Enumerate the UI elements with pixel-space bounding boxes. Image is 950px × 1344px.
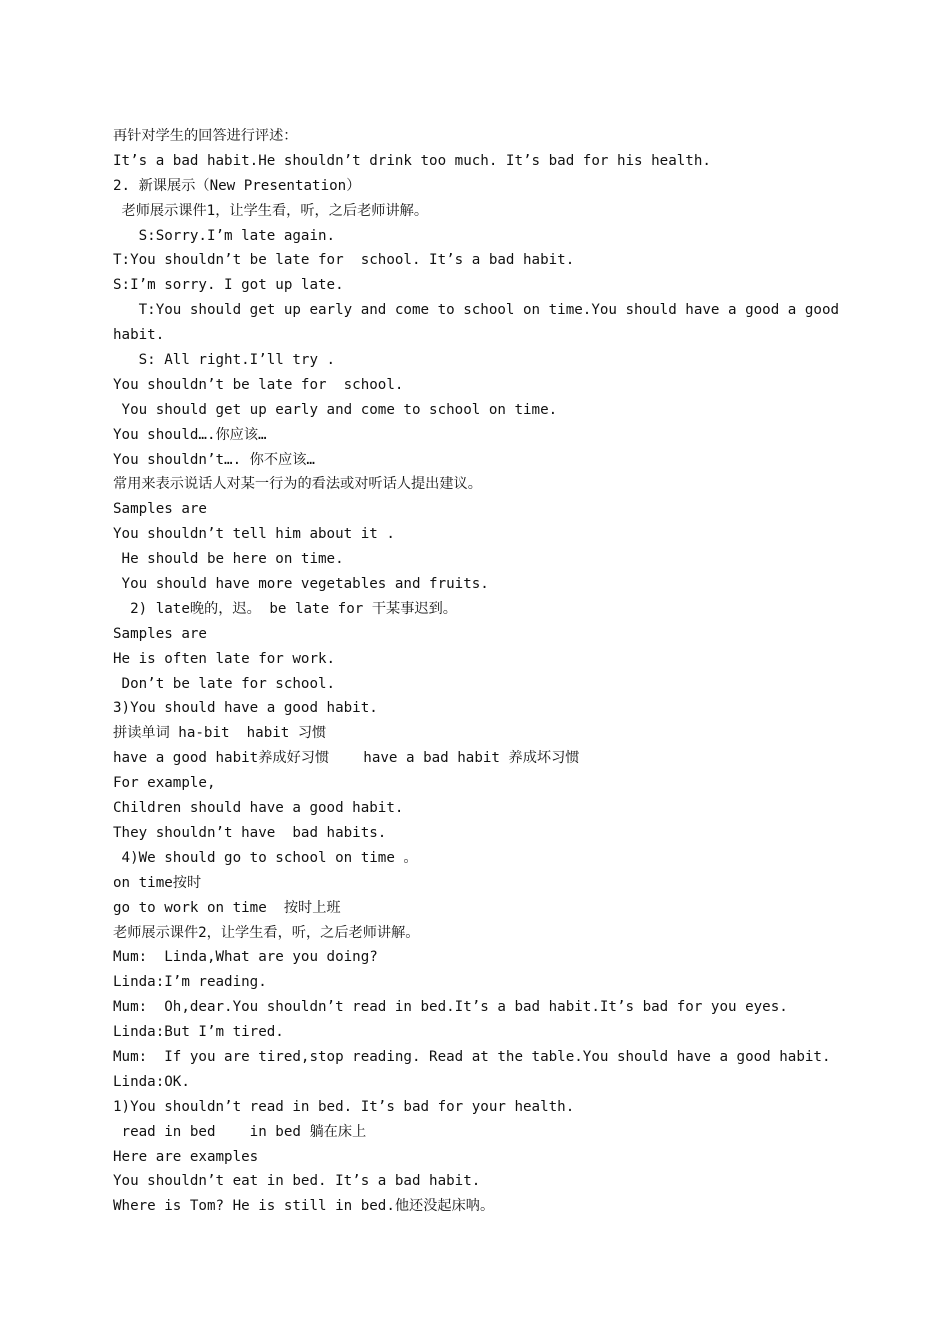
text-line: 2) late晚的，迟。 be late for 干某事迟到。: [113, 600, 457, 617]
text-line: Samples are: [113, 501, 207, 518]
text-line: You shouldn’t eat in bed. It’s a bad habit.: [113, 1173, 481, 1190]
section-heading: 2. 新课展示（New Presentation）: [113, 177, 361, 194]
text-line: 老师展示课件2，让学生看，听，之后老师讲解。: [113, 924, 420, 941]
text-line: You should get up early and come to school on time.: [113, 401, 558, 418]
text-line: You shouldn’t…. 你不应该…: [113, 451, 315, 468]
text-line: Here are examples: [113, 1148, 259, 1165]
text-line: go to work on time 按时上班: [113, 899, 341, 916]
dialogue-line: T:You should get up early and come to school on time.You should have a good a good: [113, 302, 840, 319]
dialogue-line: Linda:OK.: [113, 1073, 190, 1090]
dialogue-line: Mum: Linda,What are you doing?: [113, 949, 378, 966]
text-line: He should be here on time.: [113, 551, 344, 568]
text-line: You should have more vegetables and fruits.: [113, 576, 489, 593]
dialogue-line: S: All right.I’ll try .: [113, 352, 336, 369]
text-line: Where is Tom? He is still in bed.他还没起床呐。: [113, 1198, 495, 1215]
text-line: 4)We should go to school on time 。: [113, 849, 418, 866]
text-line: 老师展示课件1，让学生看，听，之后老师讲解。: [113, 202, 429, 219]
dialogue-line: habit.: [113, 327, 165, 344]
text-line: 常用来表示说话人对某一行为的看法或对听话人提出建议。: [113, 476, 482, 493]
text-line: have a good habit养成好习惯 have a bad habit 养成坏习惯: [113, 750, 580, 767]
dialogue-line: Mum: If you are tired,stop reading. Read at the table.You should have a good habit.: [113, 1048, 831, 1065]
dialogue-line: S:Sorry.I’m late again.: [113, 227, 336, 244]
text-line: It’s a bad habit.He shouldn’t drink too much. It’s bad for his health.: [113, 152, 711, 169]
text-line: 拼读单词 ha-bit habit 习惯: [113, 725, 327, 742]
text-line: You shouldn’t be late for school.: [113, 376, 404, 393]
text-line: For example,: [113, 775, 216, 792]
dialogue-line: T:You shouldn’t be late for school. It’s a bad habit.: [113, 252, 575, 269]
dialogue-line: Linda:I’m reading.: [113, 974, 267, 991]
text-line: They shouldn’t have bad habits.: [113, 824, 387, 841]
dialogue-line: Linda:But I’m tired.: [113, 1024, 284, 1041]
text-line: Don’t be late for school.: [113, 675, 336, 692]
text-line: 3)You should have a good habit.: [113, 700, 378, 717]
text-line: You should….你应该…: [113, 426, 267, 443]
text-line: on time按时: [113, 874, 202, 891]
dialogue-line: S:I’m sorry. I got up late.: [113, 277, 344, 294]
text-line: Children should have a good habit.: [113, 800, 404, 817]
text-line: He is often late for work.: [113, 650, 336, 667]
text-line: 再针对学生的回答进行评述：: [113, 128, 298, 144]
text-line: You shouldn’t tell him about it .: [113, 526, 395, 543]
text-line: Samples are: [113, 625, 207, 642]
dialogue-line: Mum: Oh,dear.You shouldn’t read in bed.It’s a bad habit.It’s bad for you eyes.: [113, 999, 788, 1016]
text-line: 1)You shouldn’t read in bed. It’s bad for your health.: [113, 1098, 575, 1115]
text-line: read in bed in bed 躺在床上: [113, 1123, 367, 1140]
document-body: [113, 124, 843, 1219]
